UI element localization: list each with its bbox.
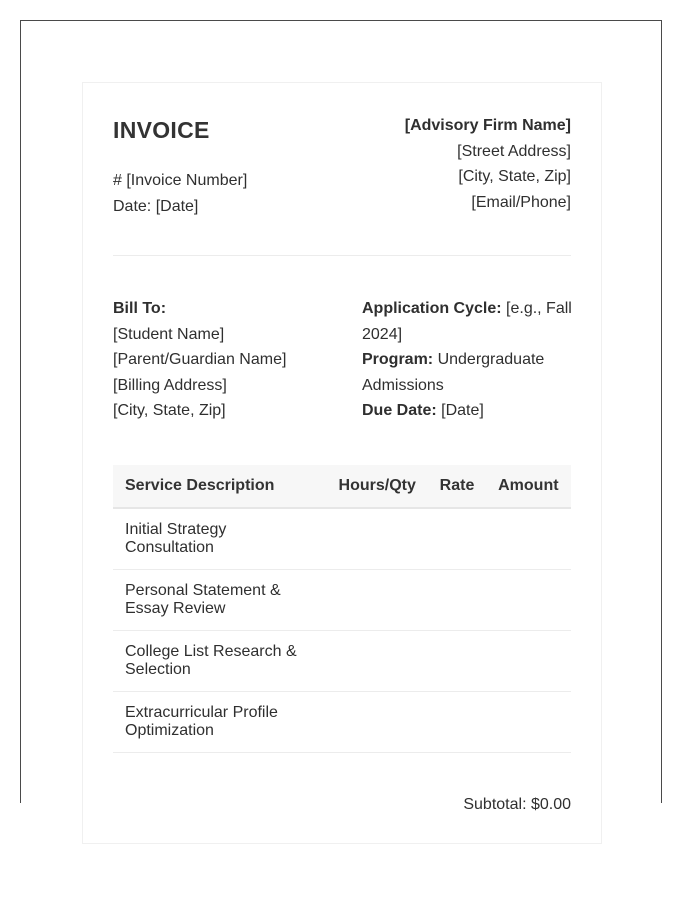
parent-name: [Parent/Guardian Name] <box>113 351 287 368</box>
application-cycle <box>362 296 577 347</box>
program-label: Program: <box>362 351 434 368</box>
service-rate <box>428 569 485 630</box>
header-row <box>113 465 571 508</box>
service-amount <box>486 569 571 630</box>
document-viewport <box>20 20 662 813</box>
service-description: College List Research & Selection <box>125 642 297 678</box>
service-qty <box>326 569 428 630</box>
due-date-value: [Date] <box>436 402 484 419</box>
due-date <box>362 398 577 424</box>
service-rate <box>428 630 485 691</box>
invoice-title: INVOICE <box>113 117 210 143</box>
application-cycle-value: [e.g., Fall 2024] <box>362 300 572 343</box>
table-row <box>113 508 571 569</box>
service-qty <box>326 691 428 752</box>
firm-contact: [Email/Phone] <box>471 193 571 211</box>
firm-street: [Street Address] <box>457 142 571 160</box>
service-qty <box>326 508 428 569</box>
bill-to-section <box>113 296 286 424</box>
service-rate <box>428 508 485 569</box>
service-amount <box>486 508 571 569</box>
services-table <box>113 465 571 753</box>
invoice-number: # [Invoice Number] <box>113 172 248 189</box>
header-amount: Amount <box>498 477 559 494</box>
service-rate <box>428 691 485 752</box>
invoice-meta <box>113 168 247 220</box>
table-row <box>113 630 571 691</box>
header-hours-qty: Hours/Qty <box>338 477 416 494</box>
table-row <box>113 691 571 752</box>
service-amount <box>486 691 571 752</box>
invoice-page <box>82 82 602 844</box>
firm-info <box>405 113 571 215</box>
service-amount <box>486 630 571 691</box>
services-table-body <box>113 508 571 752</box>
application-info <box>362 296 577 424</box>
invoice-date: Date: [Date] <box>113 198 199 215</box>
program <box>362 347 577 398</box>
service-description: Initial Strategy Consultation <box>125 520 227 556</box>
service-description: Personal Statement & Essay Review <box>125 581 281 617</box>
services-table-header <box>113 465 571 508</box>
billing-address: [Billing Address] <box>113 376 227 394</box>
bill-to-label: Bill To: <box>113 300 167 317</box>
table-row <box>113 569 571 630</box>
program-value: Undergraduate Admissions <box>362 351 545 394</box>
service-qty <box>326 630 428 691</box>
service-description: Extracurricular Profile Optimization <box>125 703 278 739</box>
header-divider <box>113 255 571 256</box>
billing-city: [City, State, Zip] <box>113 402 226 419</box>
header-rate: Rate <box>439 477 475 494</box>
application-cycle-label: Application Cycle: <box>362 300 502 317</box>
firm-name: [Advisory Firm Name] <box>404 117 571 134</box>
due-date-label: Due Date: <box>362 402 437 419</box>
subtotal: Subtotal: $0.00 <box>463 796 571 813</box>
student-name: [Student Name] <box>113 325 225 343</box>
firm-city: [City, State, Zip] <box>458 168 571 185</box>
header-service-description: Service Description <box>125 477 275 494</box>
